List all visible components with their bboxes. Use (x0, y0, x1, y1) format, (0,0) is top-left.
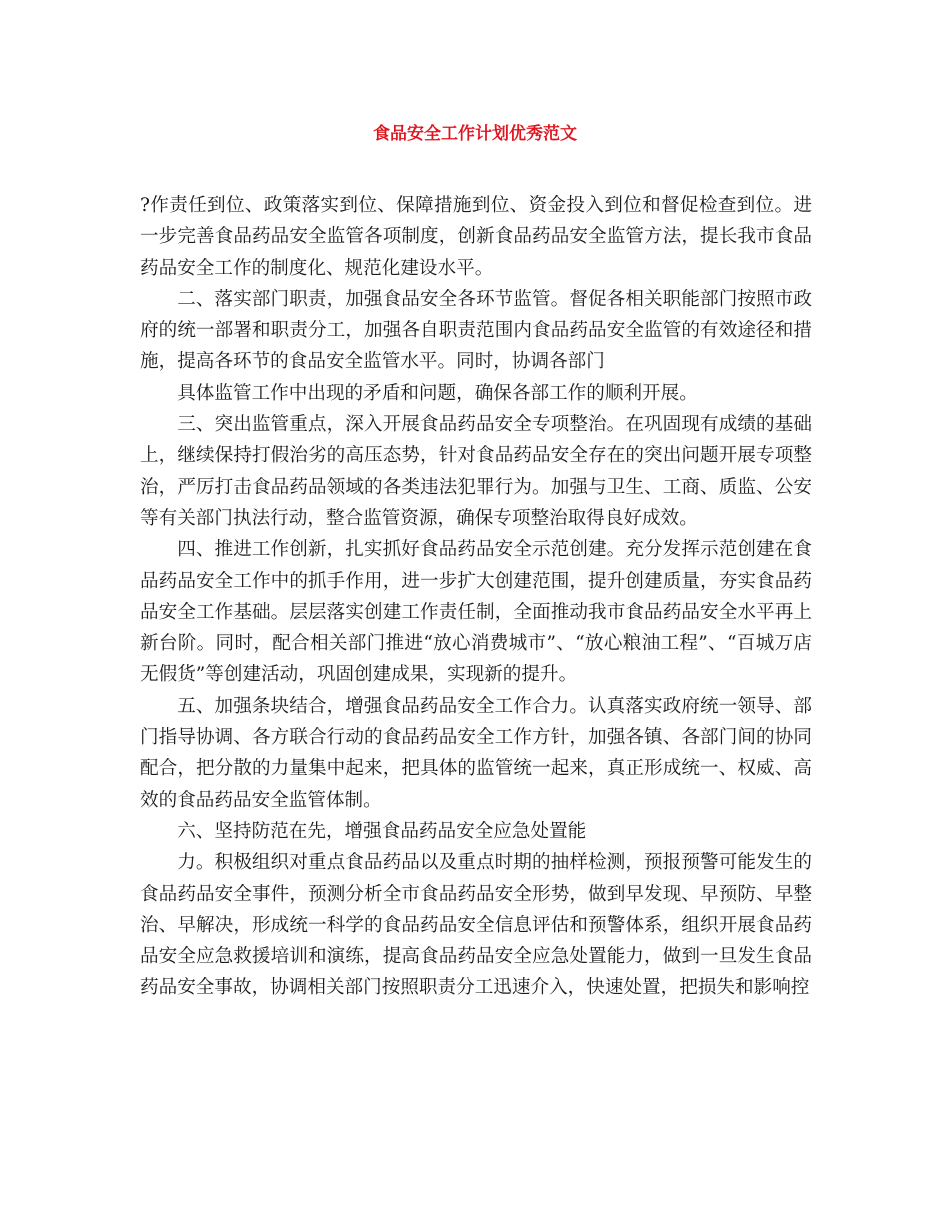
paragraph-5: 四、推进工作创新，扎实抓好食品药品安全示范创建。充分发挥示范创建在食品药品安全工作中的抓手作用，进一步扩大创建范围，提升创建质量，夯实食品药品安全工作基础。层层落实创建工作责任制，全面推动我市食品药品安全水平再上新台阶。同时，配合相关部门推进“放心消费城市”、“放心粮油工程”、“百城万店无假货”等创建活动，巩固创建成果，实现新的提升。 (140, 539, 812, 686)
paragraph-8: 力。积极组织对重点食品药品以及重点时期的抽样检测，预报预警可能发生的食品药品安全事件，预测分析全市食品药品安全形势，做到早发现、早预防、早整治、早解决，形成统一科学的食品药品安全信息评估和预警体系，组织开展食品药品安全应急救援培训和演练，提高食品药品安全应急处置能力，做到一旦发生食品药品安全事故，协调相关部门按照职责分工迅速介入，快速处置，把损失和影响控 (140, 852, 812, 999)
paragraph-1: ?作责任到位、政策落实到位、保障措施到位、资金投入到位和督促检查到位。进一步完善食品药品安全监管各项制度，创新食品药品安全监管方法，提长我市食品药品安全工作的制度化、规范化建设水平。 (140, 195, 812, 279)
paragraph-7: 六、坚持防范在先，增强食品药品安全应急处置能 (177, 820, 587, 842)
document-body (140, 190, 812, 1004)
document-title: 食品安全工作计划优秀范文 (373, 124, 577, 144)
paragraph-4: 三、突出监管重点，深入开展食品药品安全专项整治。在巩固现有成绩的基础上，继续保持打假治劣的高压态势，针对食品药品安全存在的突出问题开展专项整治，严厉打击食品药品领域的各类违法犯罪行为。加强与卫生、工商、质监、公安等有关部门执法行动，整合监管资源，确保专项整治取得良好成效。 (140, 414, 812, 529)
paragraph-2: 二、落实部门职责，加强食品安全各环节监管。督促各相关职能部门按照市政府的统一部署和职责分工，加强各自职责范围内食品药品安全监管的有效途径和措施，提高各环节的食品安全监管水平。同时，协调各部门 (140, 288, 812, 373)
paragraph-6: 五、加强条块结合，增强食品药品安全工作合力。认真落实政府统一领导、部门指导协调、各方联合行动的食品药品安全工作方针，加强各镇、各部门间的协同配合，把分散的力量集中起来，把具体的监管统一起来，真正形成统一、权威、高效的食品药品安全监管体制。 (140, 695, 812, 811)
paragraph-3: 具体监管工作中出现的矛盾和问题，确保各部工作的顺利开展。 (177, 382, 698, 404)
